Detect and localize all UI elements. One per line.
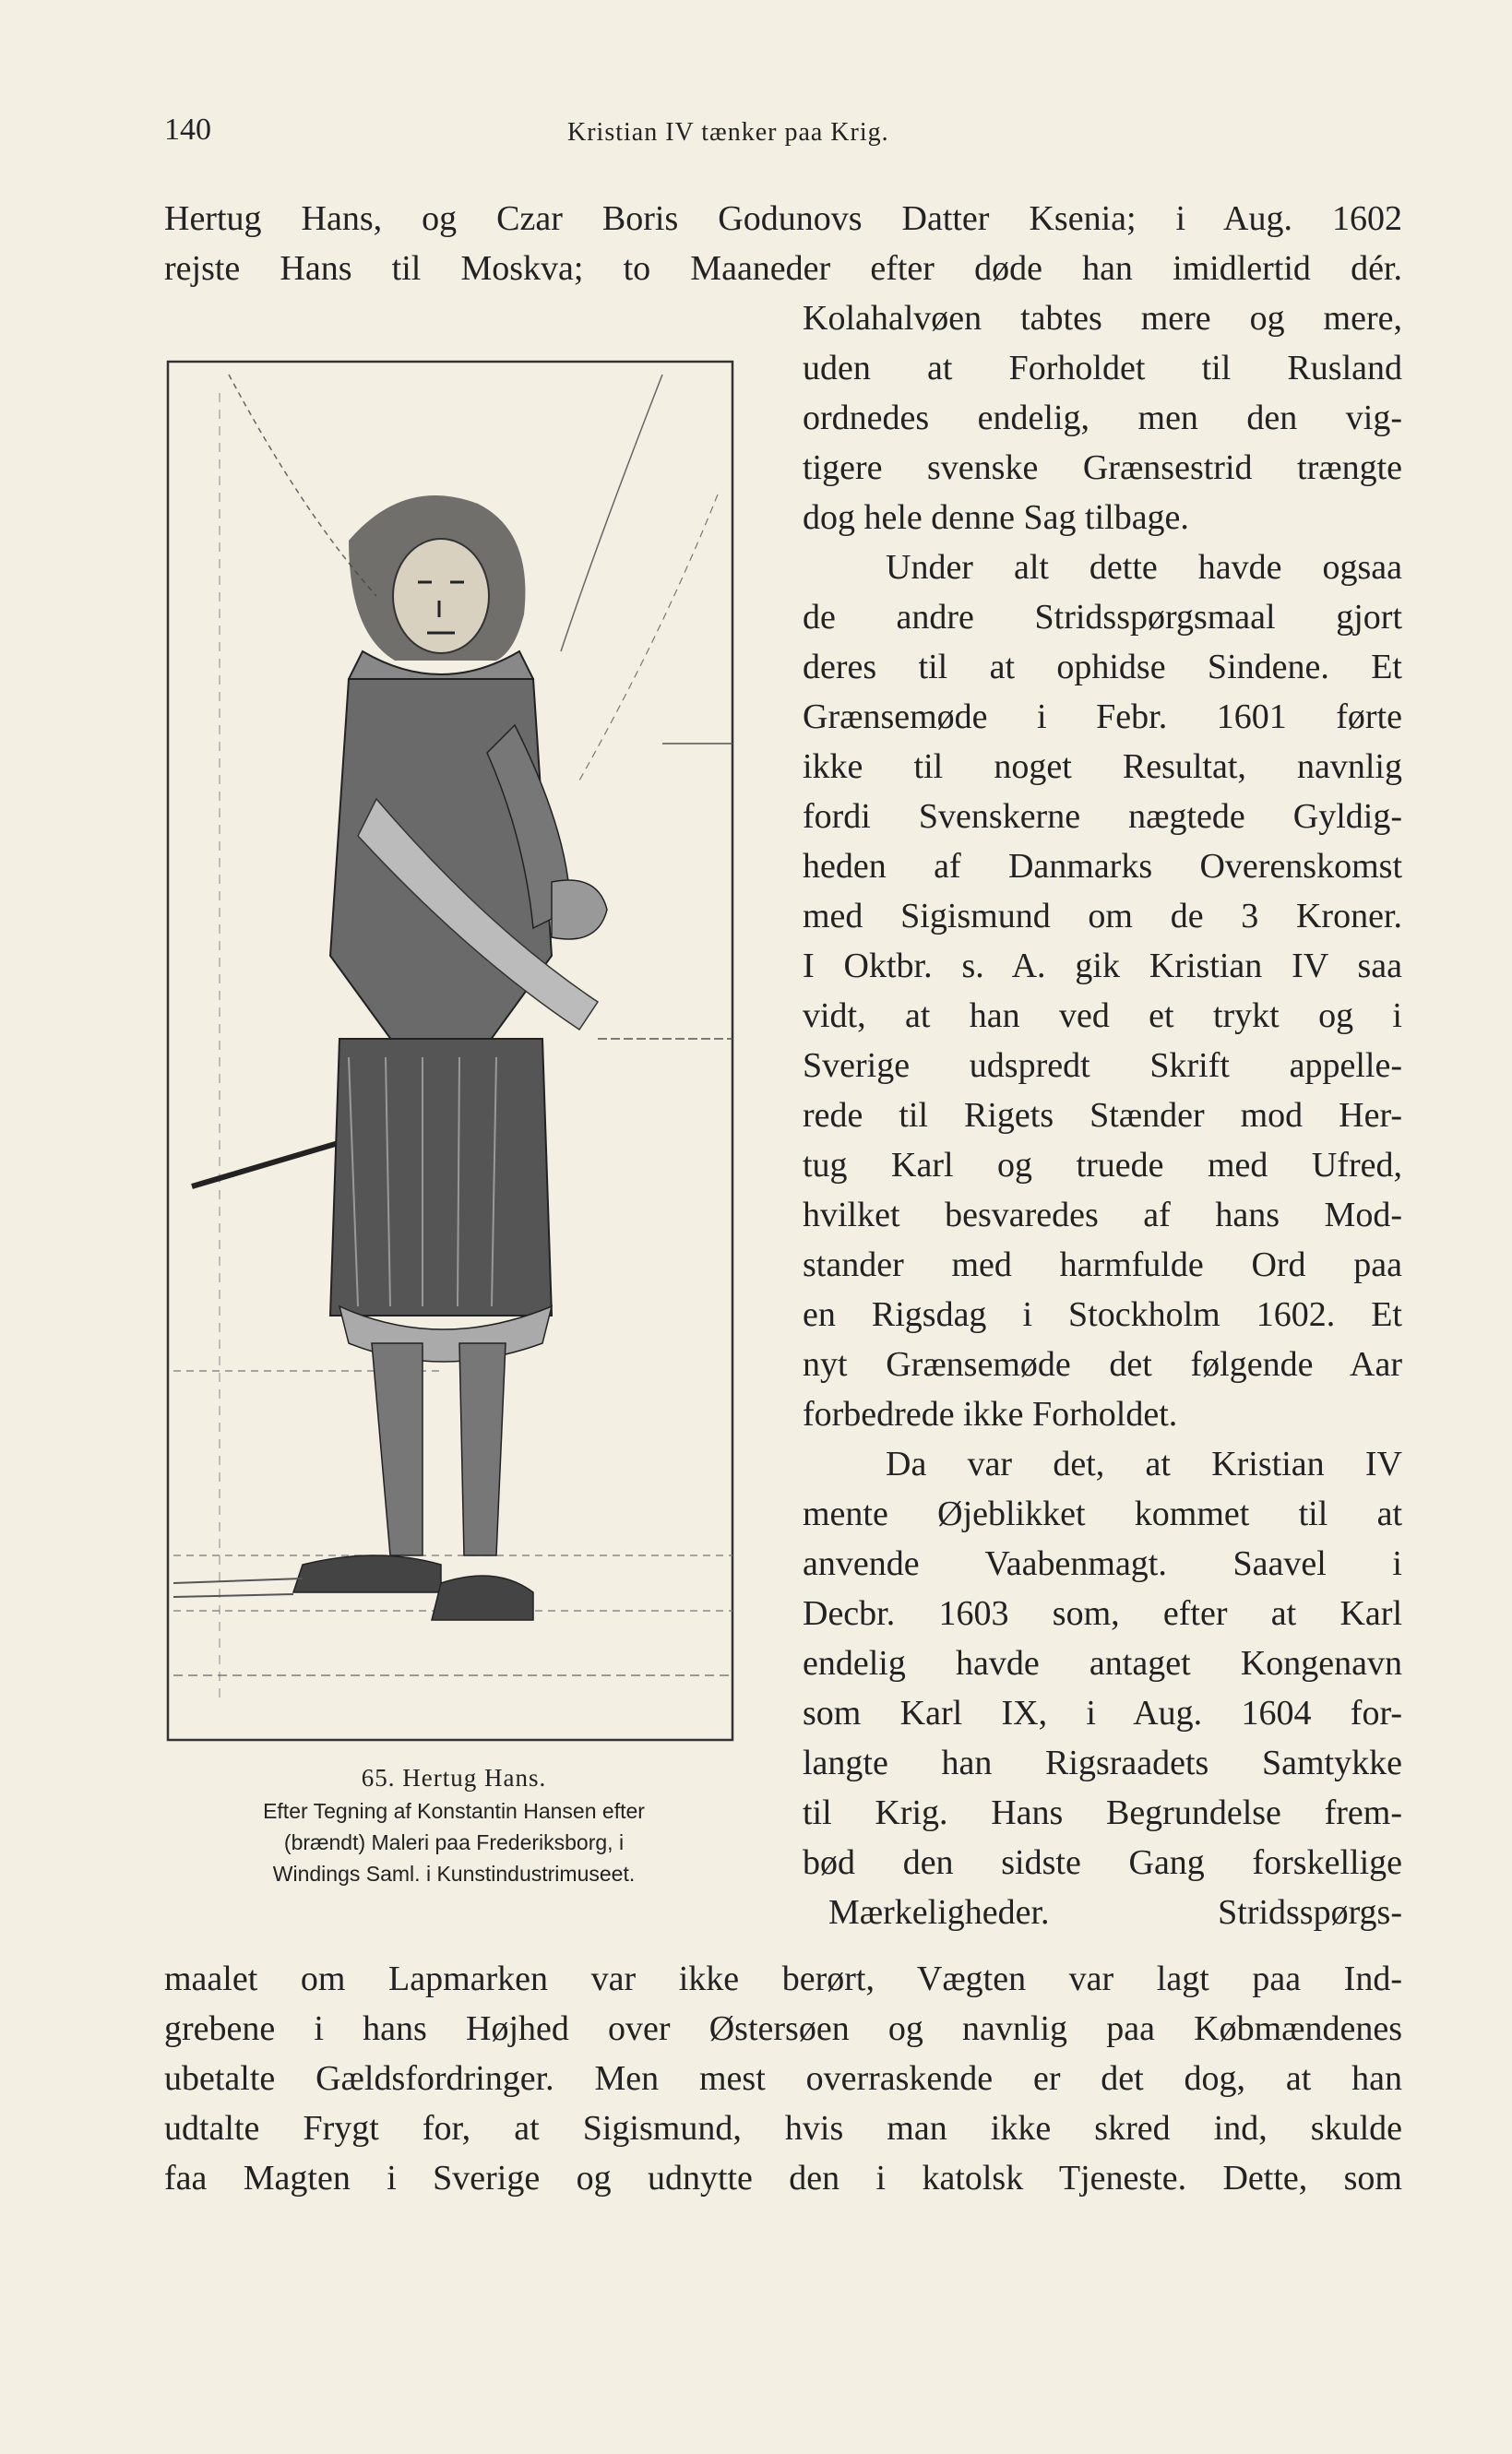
text-line: Sverige udspredt Skrift appelle- bbox=[803, 1046, 1402, 1085]
text-line: Hertug Hans, og Czar Boris Godunovs Datter Ksenia; i Aug. 1602 bbox=[164, 199, 1402, 238]
text-line: mente Øjeblikket kommet til at bbox=[803, 1495, 1402, 1533]
text-line: tigere svenske Grænsestrid trængte bbox=[803, 448, 1402, 487]
text-line: til Krig. Hans Begrundelse frem- bbox=[803, 1793, 1402, 1832]
text-line: tug Karl og truede med Ufred, bbox=[803, 1146, 1402, 1185]
text-line: Kolahalvøen tabtes mere og mere, bbox=[803, 299, 1402, 338]
caption-line: Efter Tegning af Konstantin Hansen efter bbox=[263, 1799, 645, 1823]
text-line: ordnedes endelig, men den vig- bbox=[803, 399, 1402, 437]
text-line: endelig havde antaget Kongenavn bbox=[803, 1644, 1402, 1683]
text-line: dog hele denne Sag tilbage. bbox=[803, 498, 1189, 537]
text-line: med Sigismund om de 3 Kroner. bbox=[803, 897, 1402, 935]
text-line: forbedrede ikke Forholdet. bbox=[803, 1395, 1178, 1434]
text-line: langte han Rigsraadets Samtykke bbox=[803, 1744, 1402, 1782]
text-line: de andre Stridsspørgsmaal gjort bbox=[803, 598, 1402, 637]
text-line: ubetalte Gældsfordringer. Men mest overraskende er det dog, at han bbox=[164, 2059, 1402, 2098]
portrait-figure bbox=[164, 356, 738, 1744]
portrait-sketch bbox=[164, 356, 738, 1744]
text-line: fordi Svenskerne nægtede Gyldig- bbox=[803, 797, 1402, 836]
text-line: I Oktbr. s. A. gik Kristian IV saa bbox=[803, 947, 1402, 985]
text-line: Mærkeligheder. Stridsspørgs- bbox=[828, 1893, 1402, 1932]
text-line: grebene i hans Højhed over Østersøen og navnlig paa Købmændenes bbox=[164, 2009, 1402, 2048]
text-line: en Rigsdag i Stockholm 1602. Et bbox=[803, 1295, 1402, 1334]
text-line: rejste Hans til Moskva; to Maaneder efter døde han imidlertid dér. bbox=[164, 249, 1402, 288]
page-header bbox=[164, 109, 1402, 155]
text-line: maalet om Lapmarken var ikke berørt, Vægten var lagt paa Ind- bbox=[164, 1960, 1402, 1998]
caption-title: 65. Hertug Hans. bbox=[361, 1764, 547, 1792]
text-line: uden at Forholdet til Rusland bbox=[803, 349, 1402, 387]
text-line: ikke til noget Resultat, navnlig bbox=[803, 747, 1402, 786]
text-line: faa Magten i Sverige og udnytte den i katolsk Tjeneste. Dette, som bbox=[164, 2159, 1402, 2198]
text-line: deres til at ophidse Sindene. Et bbox=[803, 648, 1402, 686]
text-line: Da var det, at Kristian IV bbox=[886, 1445, 1402, 1483]
text-line: bød den sidste Gang forskellige bbox=[803, 1843, 1402, 1882]
text-line: Grænsemøde i Febr. 1601 førte bbox=[803, 697, 1402, 736]
figure-caption bbox=[159, 1762, 749, 1889]
text-line: nyt Grænsemøde det følgende Aar bbox=[803, 1345, 1402, 1384]
text-line: vidt, at han ved et trykt og i bbox=[803, 996, 1402, 1035]
text-line: anvende Vaabenmagt. Saavel i bbox=[803, 1544, 1402, 1583]
text-line: Under alt dette havde ogsaa bbox=[886, 548, 1402, 587]
running-title: Kristian IV tænker paa Krig. bbox=[567, 118, 889, 147]
text-line: Decbr. 1603 som, efter at Karl bbox=[803, 1594, 1402, 1633]
text-line: heden af Danmarks Overenskomst bbox=[803, 847, 1402, 886]
caption-line: Windings Saml. i Kunstindustrimuseet. bbox=[272, 1862, 636, 1886]
text-line: stander med harmfulde Ord paa bbox=[803, 1245, 1402, 1284]
page-number: 140 bbox=[164, 113, 211, 147]
text-line: udtalte Frygt for, at Sigismund, hvis man ikke skred ind, skulde bbox=[164, 2109, 1402, 2148]
text-line: rede til Rigets Stænder mod Her- bbox=[803, 1096, 1402, 1135]
text-line: hvilket besvaredes af hans Mod- bbox=[803, 1196, 1402, 1234]
text-line: som Karl IX, i Aug. 1604 for- bbox=[803, 1694, 1402, 1733]
caption-line: (brændt) Maleri paa Frederiksborg, i bbox=[283, 1830, 625, 1854]
